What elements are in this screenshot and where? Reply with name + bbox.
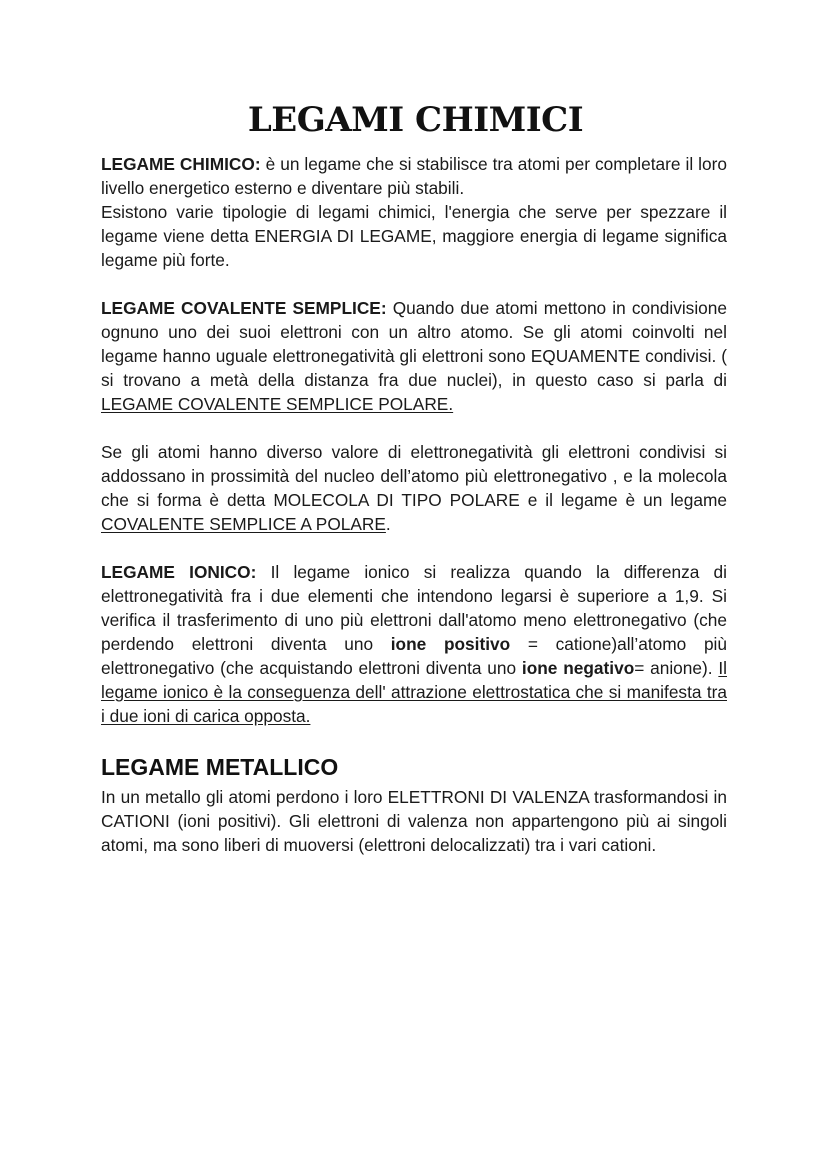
definition-text: è un legame che si stabilisce tra atomi per completare il loro livello energetico esterno e diventare più stabili. [101,154,727,198]
underlined-text: COVALENTE SEMPLICE A POLARE [101,514,386,534]
page-title: LEGAMI CHIMICI [247,100,584,140]
paragraph-energia-legame: Esistono varie tipologie di legami chimici, l'energia che serve per spezzare il legame viene detta ENERGIA DI LEGAME, maggiore energia di legame significa legame più forte. [101,202,727,270]
definition-text: Il legame ionico si realizza quando la differenza di elettronegatività fra i due elementi che intendono legarsi è superiore a 1,9. Si verifica il trasferimento di uno più elettroni dall'atomo meno elettronegativo (che perdendo elettroni diventa uno [101,562,727,654]
underlined-text: LEGAME COVALENTE SEMPLICE POLARE. [101,394,454,414]
body-text: = catione)all’atomo più elettronegativo (che acquistando elettroni diventa uno [101,634,728,678]
paragraph-covalente-semplice [101,296,727,416]
underlined-text: Il legame ionico è la conseguenza dell' attrazione elettrostatica che si manifesta tra i due ioni di carica opposta. [101,658,727,726]
definition-text: Quando due atomi mettono in condivisione ognuno uno dei suoi elettroni con un altro atomo. Se gli atomi coinvolti nel legame hanno uguale elettronegatività gli elettroni sono EQUAMENTE condivisi. ( si trovano a metà della distanza fra due nuclei), in questo caso si parla di [101,298,727,390]
term-covalente-semplice: LEGAME COVALENTE SEMPLICE: [101,298,387,318]
spacer [101,416,727,440]
paragraph-legame-ionico [101,560,727,728]
term-legame-ionico: LEGAME IONICO: [101,562,257,582]
body-text: = anione). [634,658,719,678]
term-legame-chimico: LEGAME CHIMICO: [101,154,261,174]
bold-ione-negativo: ione negativo [521,658,635,678]
spacer [101,272,727,296]
bold-ione-positivo: ione positivo [390,634,511,654]
body-text-end: . [385,514,391,534]
spacer [101,536,727,560]
paragraph-covalente-polare [101,440,727,536]
paragraph-legame-chimico [101,152,727,200]
body-text: Se gli atomi hanno diverso valore di elettronegatività gli elettroni condivisi si addossano in prossimità del nucleo dell’atomo più elettronegativo , e la molecola che si forma è detta MOLECOLA DI TIPO POLARE e il legame è un legame [101,442,727,510]
paragraph-legame-metallico: In un metallo gli atomi perdono i loro ELETTRONI DI VALENZA trasformandosi in CATIONI (ioni positivi). Gli elettroni di valenza non appartengono più ai singoli atomi, ma sono liberi di muoversi (elettroni delocalizzati) tra i vari cationi. [101,787,727,855]
section-heading-legame-metallico: LEGAME METALLICO [101,754,339,780]
